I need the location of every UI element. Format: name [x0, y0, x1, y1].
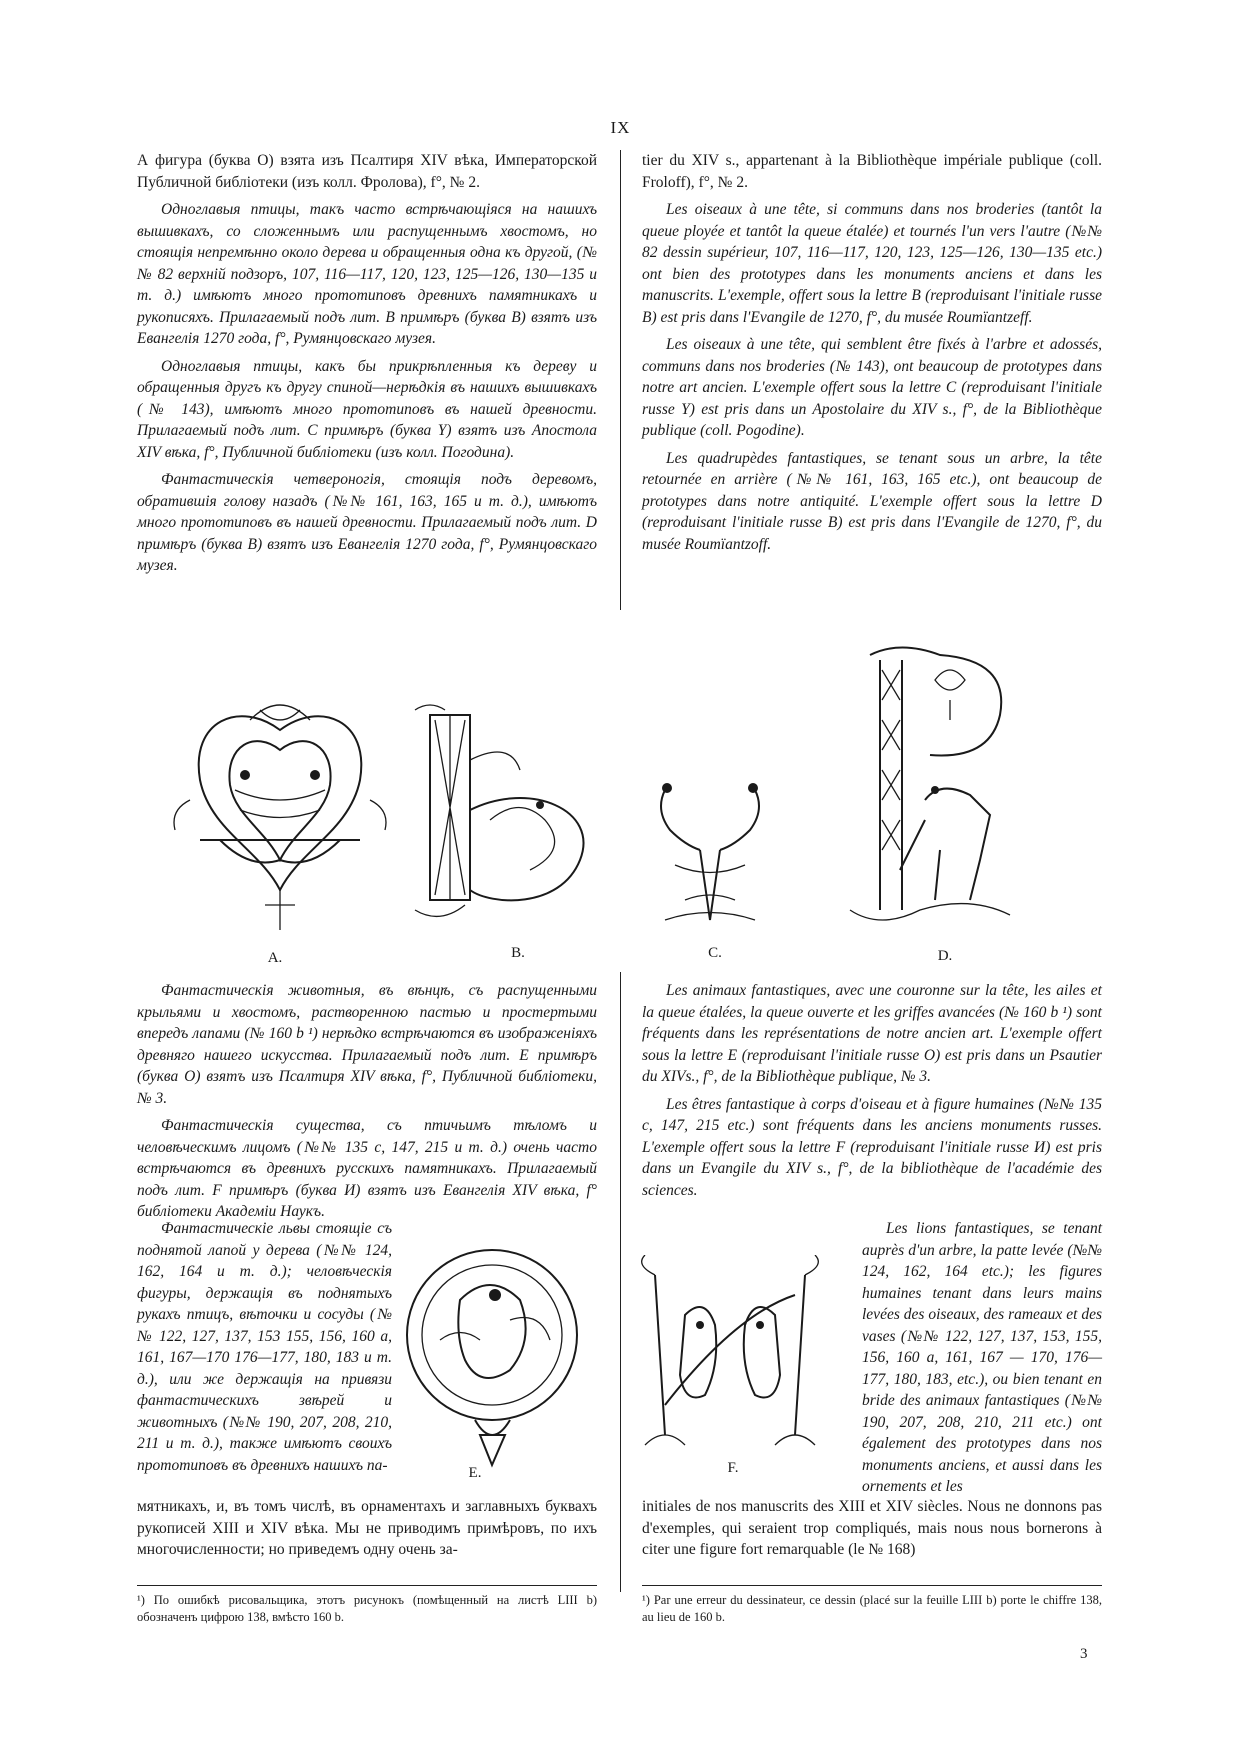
- caption-b: B.: [511, 945, 525, 961]
- paragraph: tier du XIV s., appartenant à la Bibliothèque impériale publique (coll. Froloff), f°, № 2.: [642, 152, 1102, 191]
- ornament-figure-d: [840, 640, 1030, 940]
- left-column-mid: [137, 980, 597, 1229]
- paragraph: Les lions fantastiques, se tenant auprès d'un arbre, la patte levée (№№ 124, 162, 164 etc.); les figures humaines tenant dans leurs mains levées des oiseaux, des rameaux et des vases (№№ 122, 127, 137, 153, 155, 156, 160 a, 161, 167 — 170, 176—177, 180, 183, etc.), ou bien tenant en bride des animaux fantastiques (№№ 190, 207, 208, 210, 211 etc.) ont également des prototypes dans nos monuments anciens, et aussi dans les ornements et les: [862, 1220, 1102, 1495]
- right-column-bottom: [642, 1496, 1102, 1567]
- paragraph: Les quadrupèdes fantastiques, se tenant sous un arbre, la tête retournée en arrière (№№ 161, 163, 165 etc.), ont beaucoup de prototypes dans notre antiquité. L'exemple offert sous la lettre D (reproduisant l'initiale russe В) est pris dans l'Evangile de 1270, f°, du musée Roumïantzoff.: [642, 449, 1102, 553]
- footnote-left: ¹) По ошибкѣ рисовальщика, этотъ рисунокъ (помѣщенный на листѣ LIII b) обозначенъ цифрою 138, вмѣсто 160 b.: [137, 1593, 597, 1624]
- caption-c: C.: [708, 945, 722, 961]
- paragraph: А фигура (буква О) взята изъ Псалтиря XIV вѣка, Императорской Публичной библіотеки (изъ колл. Фролова), f°, № 2.: [137, 152, 597, 191]
- footnote-rule-left: [137, 1585, 597, 1586]
- right-wrap-text: [862, 1218, 1102, 1504]
- caption-e: E.: [468, 1465, 482, 1481]
- page-number: 3: [1080, 1646, 1088, 1662]
- paragraph: Фантастическія животныя, въ вѣнцѣ, съ распущенными крыльями и хвостомъ, растворенною пастью и простертыми впередъ лапами (№ 160 b ¹) нерѣдко встрѣчаются въ изображеніяхъ древняго нашего искусства. Прилагаемый подъ лит. Е примѣръ (буква О) взятъ изъ Псалтиря XIV вѣка, f°, Публичной библіотеки, № 3.: [137, 982, 597, 1107]
- footnote-right: ¹) Par une erreur du dessinateur, ce dessin (placé sur la feuille LIII b) porte le chiffre 138, au lieu de 160 b.: [642, 1593, 1102, 1624]
- paragraph: Фантастическія существа, съ птичьимъ тѣломъ и человѣческимъ лицомъ (№№ 135 c, 147, 215 и т. д.) очень часто встрѣчаются въ древнихъ русскихъ памятникахъ. Прилагаемый подъ лит. F примѣръ (буква И) взятъ изъ Евангелія XIV вѣка, f° библіотеки Академіи Наукъ.: [137, 1117, 597, 1220]
- paragraph: Одноглавыя птицы, такъ часто встрѣчающіяся на нашихъ вышивкахъ, со сложеннымъ или распущеннымъ хвостомъ, но стоящія непремѣнно около дерева и обращенныя одна къ другой, (№№ 82 верхній подзоръ, 107, 116—117, 120, 123, 125—126, 130—135 и т. д.) имѣютъ много прототиповъ древнихъ памятникахъ и рукописяхъ. Прилагаемый подъ лит. В примѣръ (буква В) взятъ изъ Евангелія 1270 года, f°, Румянцовскаго музея.: [137, 201, 597, 347]
- paragraph: Фантастическія четвероногія, стоящія подъ деревомъ, обратившія голову назадъ (№№ 161, 163, 165 и т. д.), имѣютъ много прототиповъ въ нашей древности. Прилагаемый подъ лит. D примѣръ (буква В) взятъ изъ Евангелія 1270 года, f°, Румянцовскаго музея.: [137, 471, 597, 574]
- paragraph: Les oiseaux à une tête, si communs dans nos broderies (tantôt la queue ployée et tantôt la queue étalée) et tournés l'un vers l'autre (№№ 82 dessin supérieur, 107, 116—117, 120, 123, 125—126, 130—135 etc.) ont bien des prototypes dans les monuments anciens et dans les manuscrits. L'exemple, offert sous la lettre B (reproduisant l'initiale russe В) est pris dans l'Evangile de 1270, f°, du musée Roumïantzeff.: [642, 201, 1102, 326]
- caption-a: A.: [267, 950, 283, 966]
- paragraph: Les animaux fantastiques, avec une couronne sur la tête, les ailes et la queue étalées, la queue ouverte et les griffes avancées (№ 160 b ¹) sont fréquents dans les représentations de notre ancien art. L'exemple offert sous la lettre E (reproduisant l'initiale russe О) est pris dans un Psautier du XIVs., f°, de la Bibliothèque publique, № 3.: [642, 982, 1102, 1085]
- ornament-figure-c: [645, 770, 775, 930]
- paragraph: Одноглавыя птицы, какъ бы прикрѣпленныя къ дереву и обращенныя другъ къ другу спиной—нерѣдкія въ нашихъ вышивкахъ (№ 143), имѣютъ много прототиповъ въ нашей древности. Прилагаемый подъ лит. С примѣръ (буква Y) взятъ изъ Апостола XIV вѣка, f°, Публичной библіотеки (изъ колл. Погодина).: [137, 357, 597, 461]
- column-rule-top: [620, 150, 621, 610]
- ornament-figure-e: [400, 1240, 585, 1470]
- page-header-numeral: IX: [610, 118, 631, 137]
- paragraph: мятникахъ, и, въ томъ числѣ, въ орнаментахъ и заглавныхъ буквахъ рукописей XIII и XIV вѣка. Мы не приводимъ примѣровъ, по ихъ многочисленности; но приведемъ одну очень за-: [137, 1498, 597, 1558]
- left-column-bottom: [137, 1496, 597, 1567]
- right-column-mid: [642, 980, 1102, 1207]
- left-column-top: [137, 150, 597, 583]
- caption-d: D.: [937, 948, 953, 964]
- left-wrap-text: [137, 1218, 392, 1482]
- paragraph: Les oiseaux à une tête, qui semblent être fixés à l'arbre et adossés, communs dans nos broderies (№ 143), ont beaucoup de prototypes dans notre art ancien. L'exemple offert sous la lettre C (reproduisant l'initiale russe Y) est pris dans un Apostolaire du XIV s., f°, de la Bibliothèque publique (coll. Pogodine).: [642, 336, 1102, 439]
- caption-f: F.: [727, 1460, 739, 1476]
- ornament-figure-b: [410, 700, 610, 925]
- column-rule-bottom: [620, 972, 621, 1592]
- ornament-figure-f: [625, 1255, 845, 1455]
- paragraph: Фантастическіе львы стоящіе съ поднятой лапой у дерева (№№ 124, 162, 164 и т. д.); человѣческія фигуры, держащія въ поднятыхъ рукахъ птицъ, вѣточки и сосуды (№№ 122, 127, 137, 153 155, 156, 160 a, 161, 167—170 176—177, 180, 183 и т. д.), или же держащія на привязи фантастическихъ звѣрей и животныхъ (№№ 190, 207, 208, 210, 211 и т. д.), также имѣютъ своихъ прототиповъ въ древнихъ нашихъ па-: [137, 1220, 392, 1474]
- ornament-figure-a: [170, 690, 390, 940]
- footnote-rule-right: [642, 1585, 1102, 1586]
- paragraph: initiales de nos manuscrits des XIII et XIV siècles. Nous ne donnons pas d'exemples, qui seraient trop compliqués, mais nous nous bornerons à citer une figure fort remarquable (le № 168): [642, 1498, 1102, 1558]
- right-column-top: [642, 150, 1102, 561]
- paragraph: Les êtres fantastique à corps d'oiseau et à figure humaines (№№ 135 c, 147, 215 etc.) sont fréquents dans les anciens monuments russes. L'exemple offert sous la lettre F (reproduisant l'initiale russe И) est pris dans un Evangile du XIV s., f°, de la bibliothèque de l'académie des sciences.: [642, 1095, 1102, 1199]
